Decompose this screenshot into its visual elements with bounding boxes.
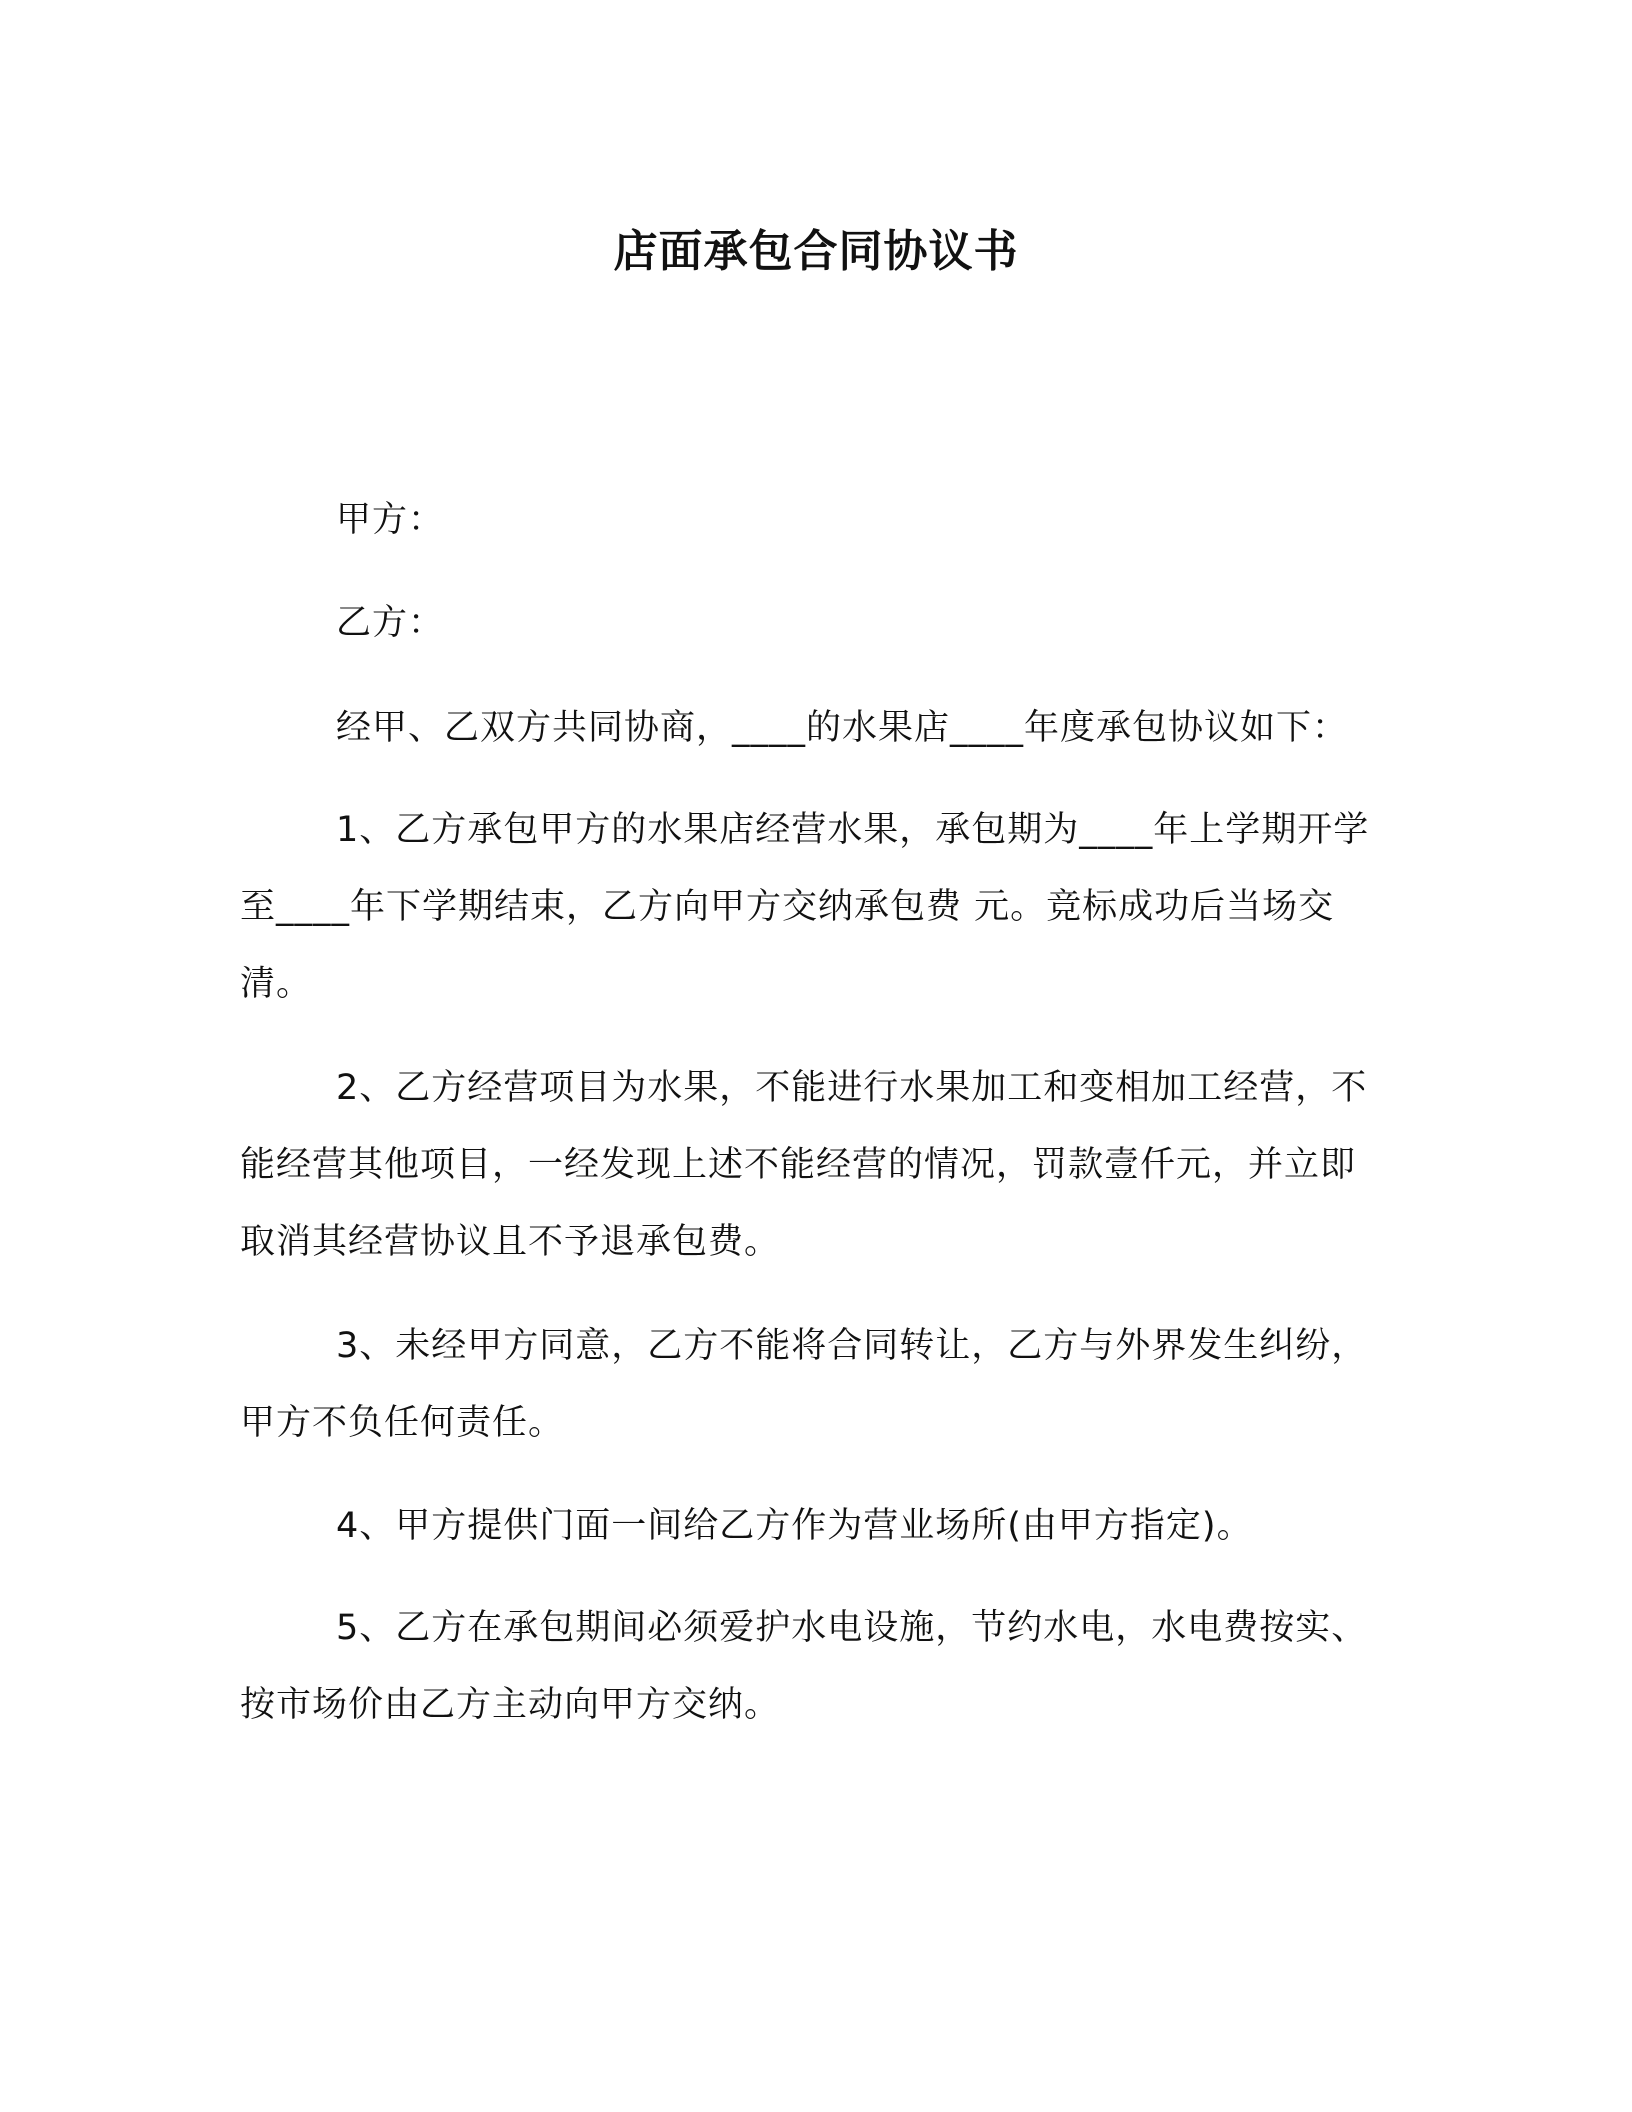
clause-1: 1、乙方承包甲方的水果店经营水果，承包期为____年上学期开学至____年下学期结束，乙方向甲方交纳承包费 元。竞标成功后当场交清。: [240, 810, 1370, 1004]
party-b-label: 乙方：: [336, 603, 445, 643]
clause-2: 2、乙方经营项目为水果，不能进行水果加工和变相加工经营，不能经营其他项目，一经发现上述不能经营的情况，罚款壹仟元，并立即取消其经营协议且不予退承包费。: [240, 1068, 1368, 1262]
preamble-paragraph: 经甲、乙双方共同协商，____的水果店____年度承包协议如下：: [336, 708, 1349, 748]
clause-4: 4、甲方提供门面一间给乙方作为营业场所(由甲方指定)。: [336, 1506, 1253, 1546]
page-title: 店面承包合同协议书: [613, 226, 1019, 277]
party-a-label: 甲方：: [336, 500, 445, 540]
clause-3: 3、未经甲方同意，乙方不能将合同转让，乙方与外界发生纠纷，甲方不负任何责任。: [240, 1326, 1368, 1443]
clause-5: 5、乙方在承包期间必须爱护水电设施，节约水电，水电费按实、按市场价由乙方主动向甲方交纳。: [240, 1608, 1368, 1725]
